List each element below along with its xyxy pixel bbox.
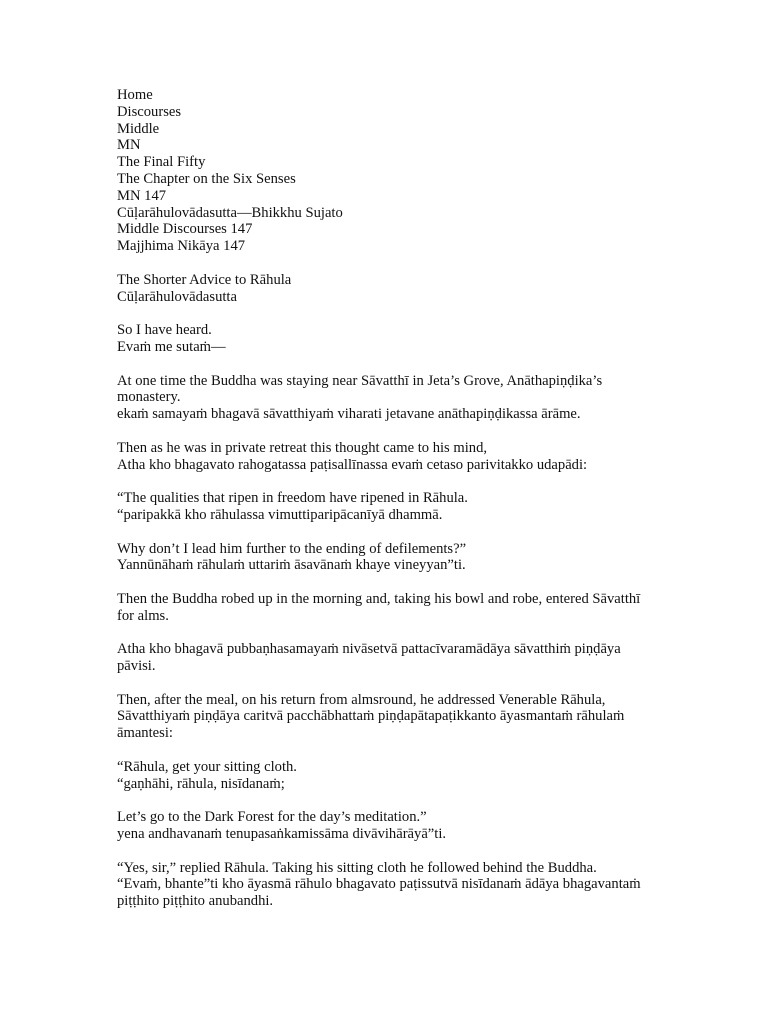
- paragraph-english: So I have heard.: [117, 322, 212, 339]
- spacer: [117, 843, 657, 860]
- text-paragraph: [117, 541, 657, 575]
- sutta-header: [117, 272, 657, 306]
- sutta-text: [117, 322, 657, 910]
- text-paragraph: [117, 809, 657, 843]
- breadcrumb-item-middle[interactable]: Middle: [117, 120, 160, 137]
- page-title-pali: Cūḷarāhulovādasutta: [117, 288, 237, 305]
- paragraph-english: “Yes, sir,” replied Rāhula. Taking his sitting cloth he followed behind the Buddha.: [117, 859, 597, 876]
- spacer: [117, 305, 657, 322]
- paragraph-english: “Rāhula, get your sitting cloth.: [117, 758, 297, 775]
- text-paragraph: [117, 692, 657, 742]
- text-paragraph: [117, 860, 657, 910]
- page-title: The Shorter Advice to Rāhula: [117, 271, 292, 288]
- text-paragraph: [117, 373, 657, 423]
- sutta-number-pali: Majjhima Nikāya 147: [117, 238, 246, 255]
- paragraph-pali: “gaṇhāhi, rāhula, nisīdanaṁ;: [117, 775, 285, 792]
- text-paragraph: [117, 591, 657, 625]
- document-page: [117, 87, 657, 910]
- spacer: [117, 255, 657, 272]
- paragraph-english: Why don’t I lead him further to the ending of defilements?”: [117, 540, 467, 557]
- spacer: [117, 574, 657, 591]
- breadcrumb-item-mn-147[interactable]: MN 147: [117, 187, 167, 204]
- spacer: [117, 675, 657, 692]
- text-paragraph: [117, 440, 657, 474]
- paragraph-pali: Atha kho bhagavato rahogatassa paṭisallīnassa evaṁ cetaso parivitakko udapādi:: [117, 456, 588, 473]
- sutta-attribution: Cūḷarāhulovādasutta—Bhikkhu Sujato: [117, 204, 343, 221]
- paragraph-english: Let’s go to the Dark Forest for the day’s meditation.”: [117, 809, 427, 826]
- paragraph-english: Then the Buddha robed up in the morning and, taking his bowl and robe, entered Sāvatthī for alms.: [117, 590, 641, 624]
- spacer: [117, 625, 657, 642]
- sutta-number-english: Middle Discourses 147: [117, 221, 253, 238]
- text-paragraph: [117, 322, 657, 356]
- paragraph-pali: Sāvatthiyaṁ piṇḍāya caritvā pacchābhattaṁ piṇḍapātapaṭikkanto āyasmantaṁ rāhulaṁ āmantesi:: [117, 708, 625, 742]
- paragraph-english: Then, after the meal, on his return from almsround, he addressed Venerable Rāhula,: [117, 691, 606, 708]
- paragraph-english: Atha kho bhagavā pubbaṇhasamayaṁ nivāsetvā pattacīvaramādāya sāvatthiṁ piṇḍāya pāvisi.: [117, 641, 621, 675]
- paragraph-pali: ekaṁ samayaṁ bhagavā sāvatthiyaṁ viharati jetavane anāthapiṇḍikassa ārāme.: [117, 406, 581, 423]
- paragraph-pali: Evaṁ me sutaṁ—: [117, 338, 226, 355]
- text-paragraph: [117, 759, 657, 793]
- paragraph-english: At one time the Buddha was staying near Sāvatthī in Jeta’s Grove, Anāthapiṇḍika’s monastery.: [117, 372, 603, 406]
- spacer: [117, 524, 657, 541]
- paragraph-pali: Yannūnāhaṁ rāhulaṁ uttariṁ āsavānaṁ khaye vineyyan”ti.: [117, 557, 466, 574]
- text-paragraph: [117, 490, 657, 524]
- breadcrumb-item-home[interactable]: Home: [117, 87, 153, 103]
- paragraph-pali: yena andhavanaṁ tenupasaṅkamissāma divāvihārāyā”ti.: [117, 826, 447, 843]
- spacer: [117, 792, 657, 809]
- spacer: [117, 356, 657, 373]
- spacer: [117, 473, 657, 490]
- breadcrumb-item-final-fifty[interactable]: The Final Fifty: [117, 154, 206, 171]
- paragraph-english: “The qualities that ripen in freedom have ripened in Rāhula.: [117, 490, 468, 507]
- breadcrumb-item-discourses[interactable]: Discourses: [117, 103, 182, 120]
- paragraph-pali: “paripakkā kho rāhulassa vimuttiparipācanīyā dhammā.: [117, 506, 443, 523]
- breadcrumb-item-six-senses-chapter[interactable]: The Chapter on the Six Senses: [117, 170, 296, 187]
- spacer: [117, 423, 657, 440]
- paragraph-pali: “Evaṁ, bhante”ti kho āyasmā rāhulo bhagavato paṭissutvā nisīdanaṁ ādāya bhagavantaṁ piṭṭhito piṭṭhito anubandhi.: [117, 876, 641, 910]
- breadcrumb-item-mn[interactable]: MN: [117, 137, 141, 154]
- spacer: [117, 742, 657, 759]
- paragraph-english: Then as he was in private retreat this thought came to his mind,: [117, 439, 488, 456]
- text-paragraph: [117, 641, 657, 675]
- breadcrumb: [117, 87, 657, 255]
